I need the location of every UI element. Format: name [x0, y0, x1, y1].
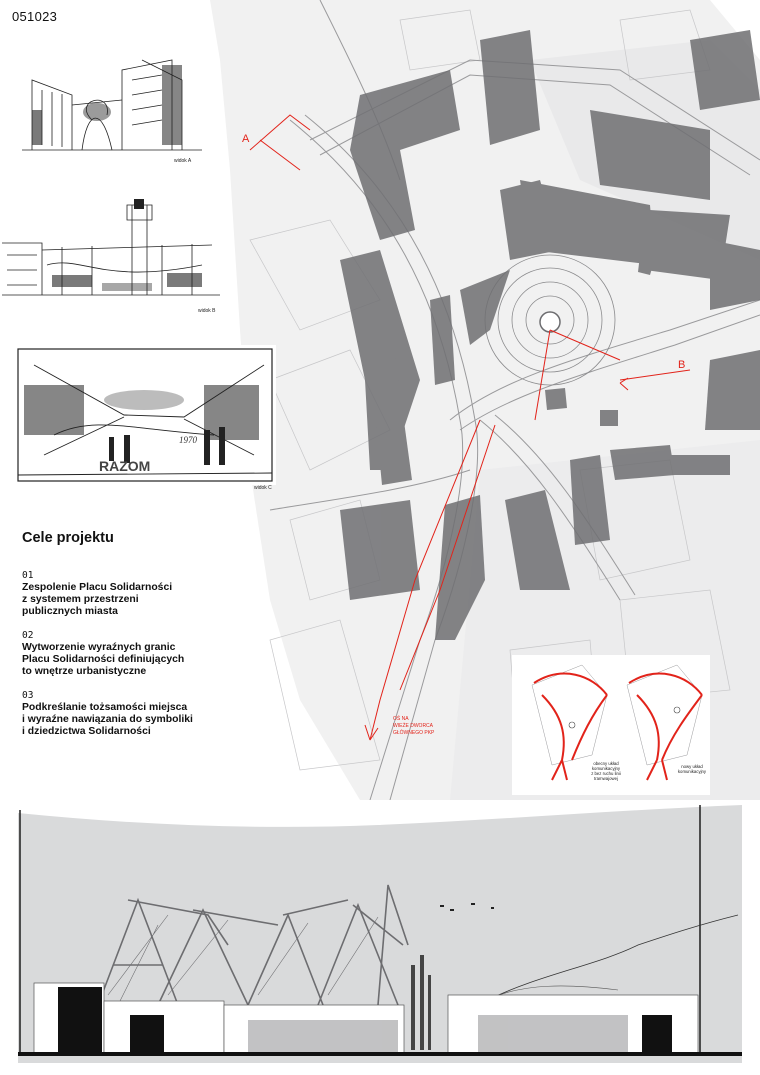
sketch-view-c	[14, 345, 276, 491]
svg-text:GŁÓWNEGO PKP: GŁÓWNEGO PKP	[393, 730, 435, 736]
goal-text: Wytworzenie wyraźnych granic Placu Solidarności definiujących to wnętrze urbanistyczne	[22, 642, 185, 677]
goal-item	[22, 690, 222, 738]
sketch-view-b	[2, 195, 220, 320]
goal-number: 01	[22, 570, 34, 581]
goal-text: Zespolenie Placu Solidarności z systemem przestrzeni publicznych miasta	[22, 582, 173, 617]
svg-text:WIEŻE DWORCA: WIEŻE DWORCA	[393, 723, 433, 729]
sketch-view-a	[12, 50, 212, 170]
traffic-scheme-inset	[512, 655, 710, 795]
goal-text: Podkreślanie tożsamości miejsca i wyraźne nawiązania do symboliki i dziedzictwa Solidarności	[22, 702, 193, 737]
sketch-text-1970: 1970	[179, 435, 197, 445]
project-code: 051023	[12, 9, 58, 24]
inset-caption-new: nowy układ komunikacyjny	[677, 764, 707, 774]
svg-text:OŚ NA: OŚ NA	[393, 716, 409, 722]
sketch-caption-b: widok B	[198, 308, 216, 314]
view-marker-b: B	[678, 359, 686, 371]
view-marker-a: A	[242, 133, 250, 145]
goal-number: 02	[22, 630, 34, 641]
goal-item	[22, 570, 222, 618]
sketch-text-razom: RAZOM	[99, 458, 151, 474]
sketch-caption-a: widok A	[174, 158, 192, 164]
skyline-section	[18, 805, 742, 1063]
sketch-caption-c: widok C	[254, 485, 272, 491]
goals-title: Cele projektu	[22, 530, 114, 546]
goal-number: 03	[22, 690, 34, 701]
goal-item	[22, 630, 222, 678]
inset-caption-current: obecny układ komunikacyjny z bez ruchu linii tramwajowej	[591, 761, 621, 781]
project-goals	[22, 530, 222, 750]
